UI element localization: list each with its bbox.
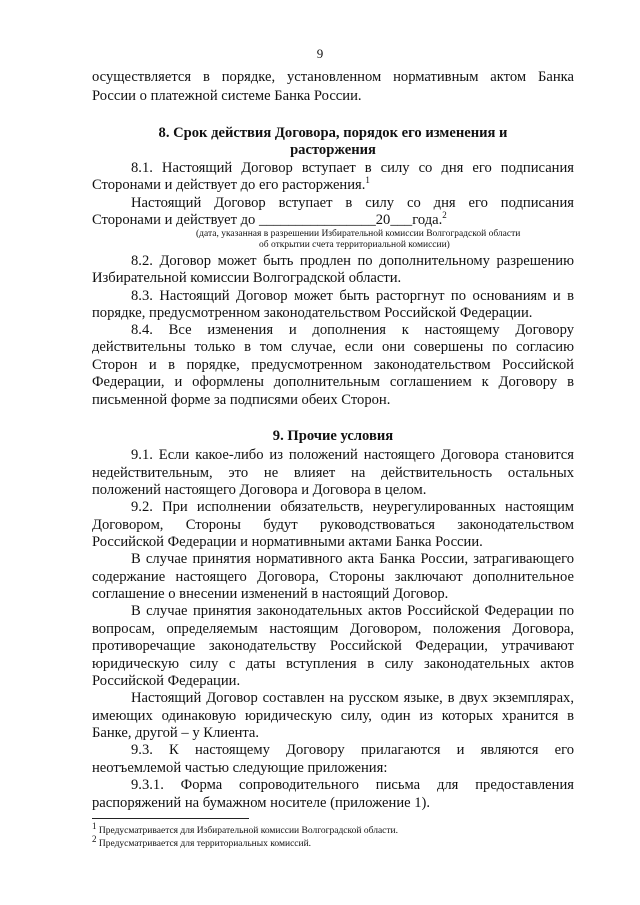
- paragraph-9-2d-line: Банке, другой – у Клиента.: [92, 725, 260, 741]
- paragraph-9-3-1-line: распоряжений на бумажном носителе (приложение 1).: [92, 795, 431, 811]
- footnote-1: $^1$ Предусматривается для Избирательной комиссии Волгоградской области.: [92, 821, 398, 837]
- paragraph-9-2c-line: Российской Федерации.: [92, 673, 241, 689]
- paragraph-9-1-line: недействительным, это не влияет на действительность остальных: [92, 465, 574, 481]
- paragraph-9-3-1-line: 9.3.1. Форма сопроводительного письма для предоставления: [131, 777, 574, 793]
- date-note: (дата, указанная в разрешении Избирательной комиссии Волгоградской области: [196, 229, 521, 239]
- continuation-line: осуществляется в порядке, установленном нормативным актом Банка: [92, 69, 574, 85]
- footnote-2: $^2$ Предусматривается для территориальных комиссий.: [92, 834, 312, 850]
- paragraph-9-1-line: 9.1. Если какое-либо из положений настоящего Договора становится: [131, 447, 574, 463]
- paragraph-8-1-line: Сторонами и действует до его расторжения.$^1$: [92, 175, 370, 193]
- paragraph-8-2-line: Избирательной комиссии Волгоградской области.: [92, 270, 402, 286]
- paragraph-9-2b-line: соглашение о внесении изменений в настоящий Договор.: [92, 586, 449, 602]
- paragraph-9-1-line: положений настоящего Договора и Договора в целом.: [92, 482, 427, 498]
- paragraph-9-2c-line: вопросам, определяемым настоящим Договором, положения Договора,: [92, 621, 574, 637]
- paragraph-9-2d-line: Настоящий Договор составлен на русском языке, в двух экземплярах,: [131, 690, 574, 706]
- paragraph-9-2c-line: юридическую силу с даты вступления в силу законодательных актов: [92, 656, 574, 672]
- paragraph-9-2-line: Договором, Стороны будут руководствоваться законодательством: [92, 517, 574, 533]
- paragraph-9-2-line: 9.2. При исполнении обязательств, неурегулированных настоящим: [131, 499, 574, 515]
- footnote-ref-1: 1: [365, 175, 370, 186]
- paragraph-9-3-line: неотъемлемой частью следующие приложения:: [92, 760, 388, 776]
- paragraph-9-2d-line: имеющих одинаковую юридическую силу, один из которых хранится в: [92, 708, 574, 724]
- section-8-title: 8. Срок действия Договора, порядок его изменения и: [158, 125, 508, 141]
- paragraph-9-2c-line: противоречащие законодательству Российской Федерации, утрачивают: [92, 638, 574, 654]
- continuation-line: России о платежной системе Банка России.: [92, 88, 362, 104]
- paragraph-8-2-line: 8.2. Договор может быть продлен по дополнительному разрешению: [131, 253, 574, 269]
- paragraph-8-4-line: 8.4. Все изменения и дополнения к настоящему Договору: [131, 322, 574, 338]
- paragraph-9-2b-line: содержание настоящего Договора, Стороны заключают дополнительное: [92, 569, 574, 585]
- alt-clause-line: Настоящий Договор вступает в силу со дня его подписания: [131, 195, 574, 211]
- paragraph-8-4-line: Сторон и в порядке, предусмотренном законодательством Российской: [92, 357, 574, 373]
- paragraph-8-4-line: письменной форме за подписями обеих Сторон.: [92, 392, 391, 408]
- paragraph-9-2b-line: В случае принятия нормативного акта Банка России, затрагивающего: [131, 551, 574, 567]
- page-number: 9: [316, 46, 324, 61]
- section-9-title: 9. Прочие условия: [272, 428, 394, 444]
- paragraph-9-2-line: Российской Федерации и нормативными актами Банка России.: [92, 534, 483, 550]
- section-8-title: расторжения: [290, 142, 376, 158]
- paragraph-8-3-line: 8.3. Настоящий Договор может быть расторгнут по основаниям и в: [131, 288, 574, 304]
- alt-clause-line: Сторонами и действует до ________________20___года.$^2$: [92, 210, 447, 228]
- paragraph-8-4-line: действительны только в том случае, если они совершены по согласию: [92, 339, 574, 355]
- paragraph-9-2c-line: В случае принятия законодательных актов Российской Федерации по: [131, 603, 574, 619]
- paragraph-9-3-line: 9.3. К настоящему Договору прилагаются и являются его: [131, 742, 574, 758]
- paragraph-8-4-line: Федерации, и оформлены дополнительным соглашением к Договору в: [92, 374, 574, 390]
- date-note: об открытии счета территориальной комиссии): [259, 240, 450, 250]
- paragraph-8-3-line: порядке, предусмотренном законодательством Российской Федерации.: [92, 305, 533, 321]
- footnote-ref-2: 2: [442, 210, 447, 221]
- footnote-separator: [92, 818, 249, 819]
- paragraph-8-1-line: 8.1. Настоящий Договор вступает в силу со дня его подписания: [131, 160, 574, 176]
